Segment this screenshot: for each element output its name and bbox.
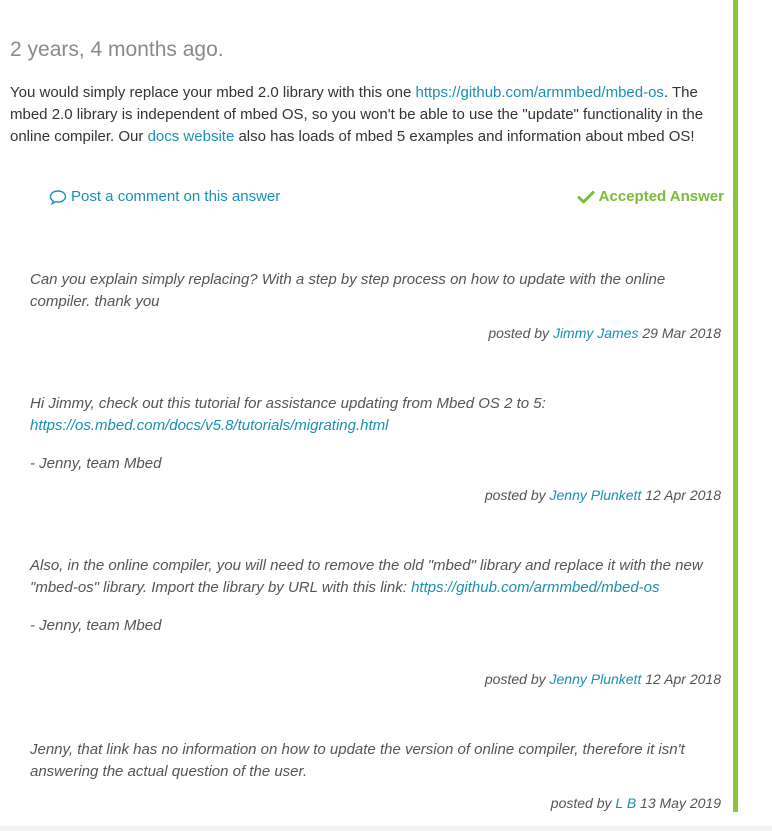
comment-signature: - Jenny, team Mbed xyxy=(30,455,162,472)
comment xyxy=(30,739,725,783)
comment-author-link[interactable]: Jenny Plunkett xyxy=(549,487,642,503)
comment-date: 12 Apr 2018 xyxy=(641,487,721,503)
post-comment-button[interactable] xyxy=(49,188,280,205)
comment-text: Also, in the online compiler, you will need to remove the old "mbed" library and replace it with the new "mbed-os" library. Import the library by URL with this link: xyxy=(30,557,703,596)
post-comment-label: Post a comment on this answer xyxy=(71,188,281,205)
comment xyxy=(30,393,725,475)
comment-byline xyxy=(488,325,721,341)
mbed-os-library-link[interactable]: https://github.com/armmbed/mbed-os xyxy=(411,579,660,596)
comment-text: Can you explain simply replacing? With a step by step process on how to update with the online compiler. thank you xyxy=(30,271,666,310)
comment xyxy=(30,555,725,637)
posted-by-prefix: posted by xyxy=(484,671,550,687)
comment-date: 12 Apr 2018 xyxy=(641,671,721,687)
comment-signature: - Jenny, team Mbed xyxy=(30,617,162,634)
comment-author-link[interactable]: Jimmy James xyxy=(552,325,639,341)
bottom-divider xyxy=(0,826,772,831)
mbed-os-github-link[interactable]: https://github.com/armmbed/mbed-os xyxy=(415,84,664,101)
comment-byline xyxy=(485,671,721,687)
accepted-answer-badge xyxy=(577,188,724,205)
posted-by-prefix: posted by xyxy=(484,487,550,503)
comment-date: 29 Mar 2018 xyxy=(638,325,721,341)
comment-author-link[interactable]: Jenny Plunkett xyxy=(549,671,642,687)
posted-by-prefix: posted by xyxy=(488,325,553,341)
comment-date: 13 May 2019 xyxy=(636,795,721,811)
accepted-answer-label: Accepted Answer xyxy=(598,188,724,205)
comment-text: Hi Jimmy, check out this tutorial for assistance updating from Mbed OS 2 to 5: xyxy=(30,395,546,412)
comment-byline xyxy=(485,487,721,503)
migrating-tutorial-link[interactable]: https://os.mbed.com/docs/v5.8/tutorials/migrating.html xyxy=(30,417,389,434)
answer-body xyxy=(10,82,720,148)
answer-age: 2 years, 4 months ago. xyxy=(10,38,224,61)
comment-byline xyxy=(551,795,721,811)
docs-website-link[interactable]: docs website xyxy=(147,128,235,145)
answer-actions xyxy=(49,188,724,210)
posted-by-prefix: posted by xyxy=(550,795,616,811)
comment xyxy=(30,269,725,313)
speech-bubble-icon xyxy=(49,189,67,205)
comment-author-link[interactable]: L B xyxy=(615,795,637,811)
checkmark-icon xyxy=(577,189,595,205)
answer-body-text-3: also has loads of mbed 5 examples and information about mbed OS! xyxy=(234,128,695,145)
answer-body-text-2: . The mbed 2.0 library is independent of mbed OS, so you won't be able to use the "update" functionality in the online compiler. Our xyxy=(10,84,704,145)
answer-body-text-1: You would simply replace your mbed 2.0 library with this one xyxy=(10,84,416,101)
comment-text: Jenny, that link has no information on how to update the version of online compiler, therefore it isn't answering the actual question of the user. xyxy=(30,741,685,780)
